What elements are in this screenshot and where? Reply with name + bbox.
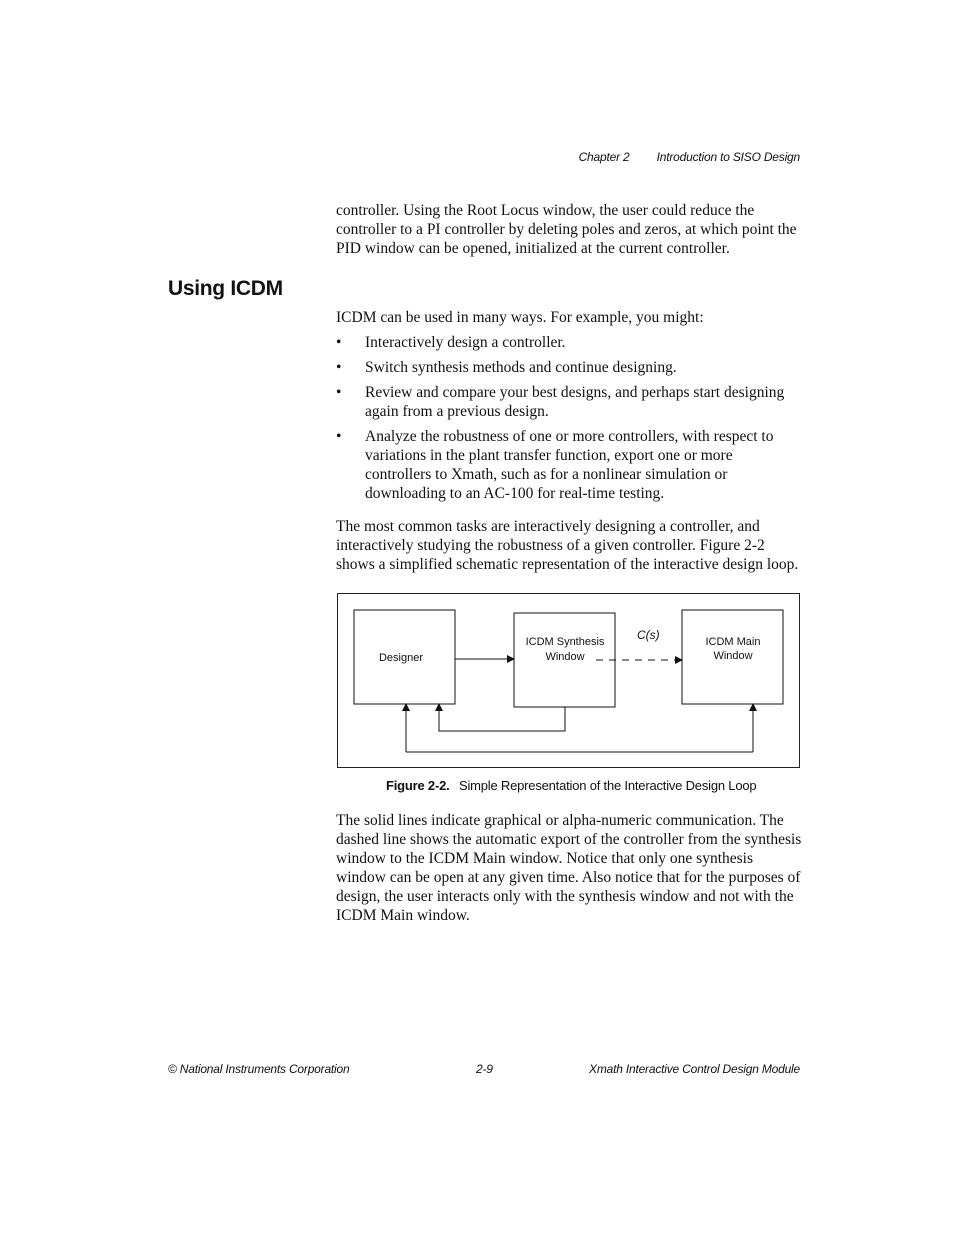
footer-product-name: Xmath Interactive Control Design Module [589,1062,800,1076]
chapter-label: Chapter 2 [578,150,630,164]
list-item-text: Review and compare your best designs, and perhaps start designing again from a previous design. [365,384,785,420]
figure-frame [337,593,800,768]
main-label-line1: ICDM Main [705,636,761,648]
chapter-title: Introduction to SISO Design [656,150,800,164]
figure-caption [386,778,756,793]
bullet-dot: • [336,334,342,351]
bullet-dot: • [336,384,342,401]
list-item [336,383,802,421]
paragraph-design-tasks: The most common tasks are interactively designing a controller, and interactively studying the robustness of a given controller. Figure 2-2 shows a simplified schematic representation of the interactive design loop. [336,518,799,573]
list-item [336,358,802,377]
section-lead: ICDM can be used in many ways. For example, you might: [336,309,704,326]
designer-label: Designer [378,652,424,664]
list-item-text: Interactively design a controller. [365,334,566,351]
design-loop-diagram [338,594,799,767]
list-item-text: Analyze the robustness of one or more controllers, with respect to variations in the plant transfer function, export one or more controllers to Xmath, such as for a nonlinear simulation or downloading to an AC-100 for real-time testing. [365,428,774,502]
list-item-text: Switch synthesis methods and continue designing. [365,359,677,376]
list-item [336,333,802,352]
page-number: 2-9 [476,1062,493,1076]
section-heading: Using ICDM [168,277,283,300]
list-item [336,427,802,503]
main-label-line2: Window [713,650,753,662]
bullet-dot: • [336,428,342,445]
bullet-list [336,333,802,509]
paragraph-line-explanation: The solid lines indicate graphical or alpha-numeric communication. The dashed line shows the automatic export of the controller from the synthesis window to the ICDM Main window. Notice that only one synthesis window can be open at any given time. Also notice that for the purposes of design, the user interacts only with the synthesis window and not with the ICDM Main window. [336,812,802,924]
footer-copyright: © National Instruments Corporation [168,1062,350,1076]
figure-caption-text: Simple Representation of the Interactive Design Loop [458,778,757,793]
bullet-dot: • [336,359,342,376]
synthesis-label-line1: ICDM Synthesis [525,636,605,648]
intro-paragraph: controller. Using the Root Locus window, the user could reduce the controller to a PI controller by deleting poles and zeros, at which point the PID window can be opened, initialized at the current controller. [336,202,797,257]
figure-number: Figure 2-2. [386,778,450,793]
synthesis-label-line2: Window [545,651,585,663]
synthesis-feedback-arrow [439,704,565,731]
signal-label: C(s) [637,628,660,642]
running-header [579,150,800,164]
